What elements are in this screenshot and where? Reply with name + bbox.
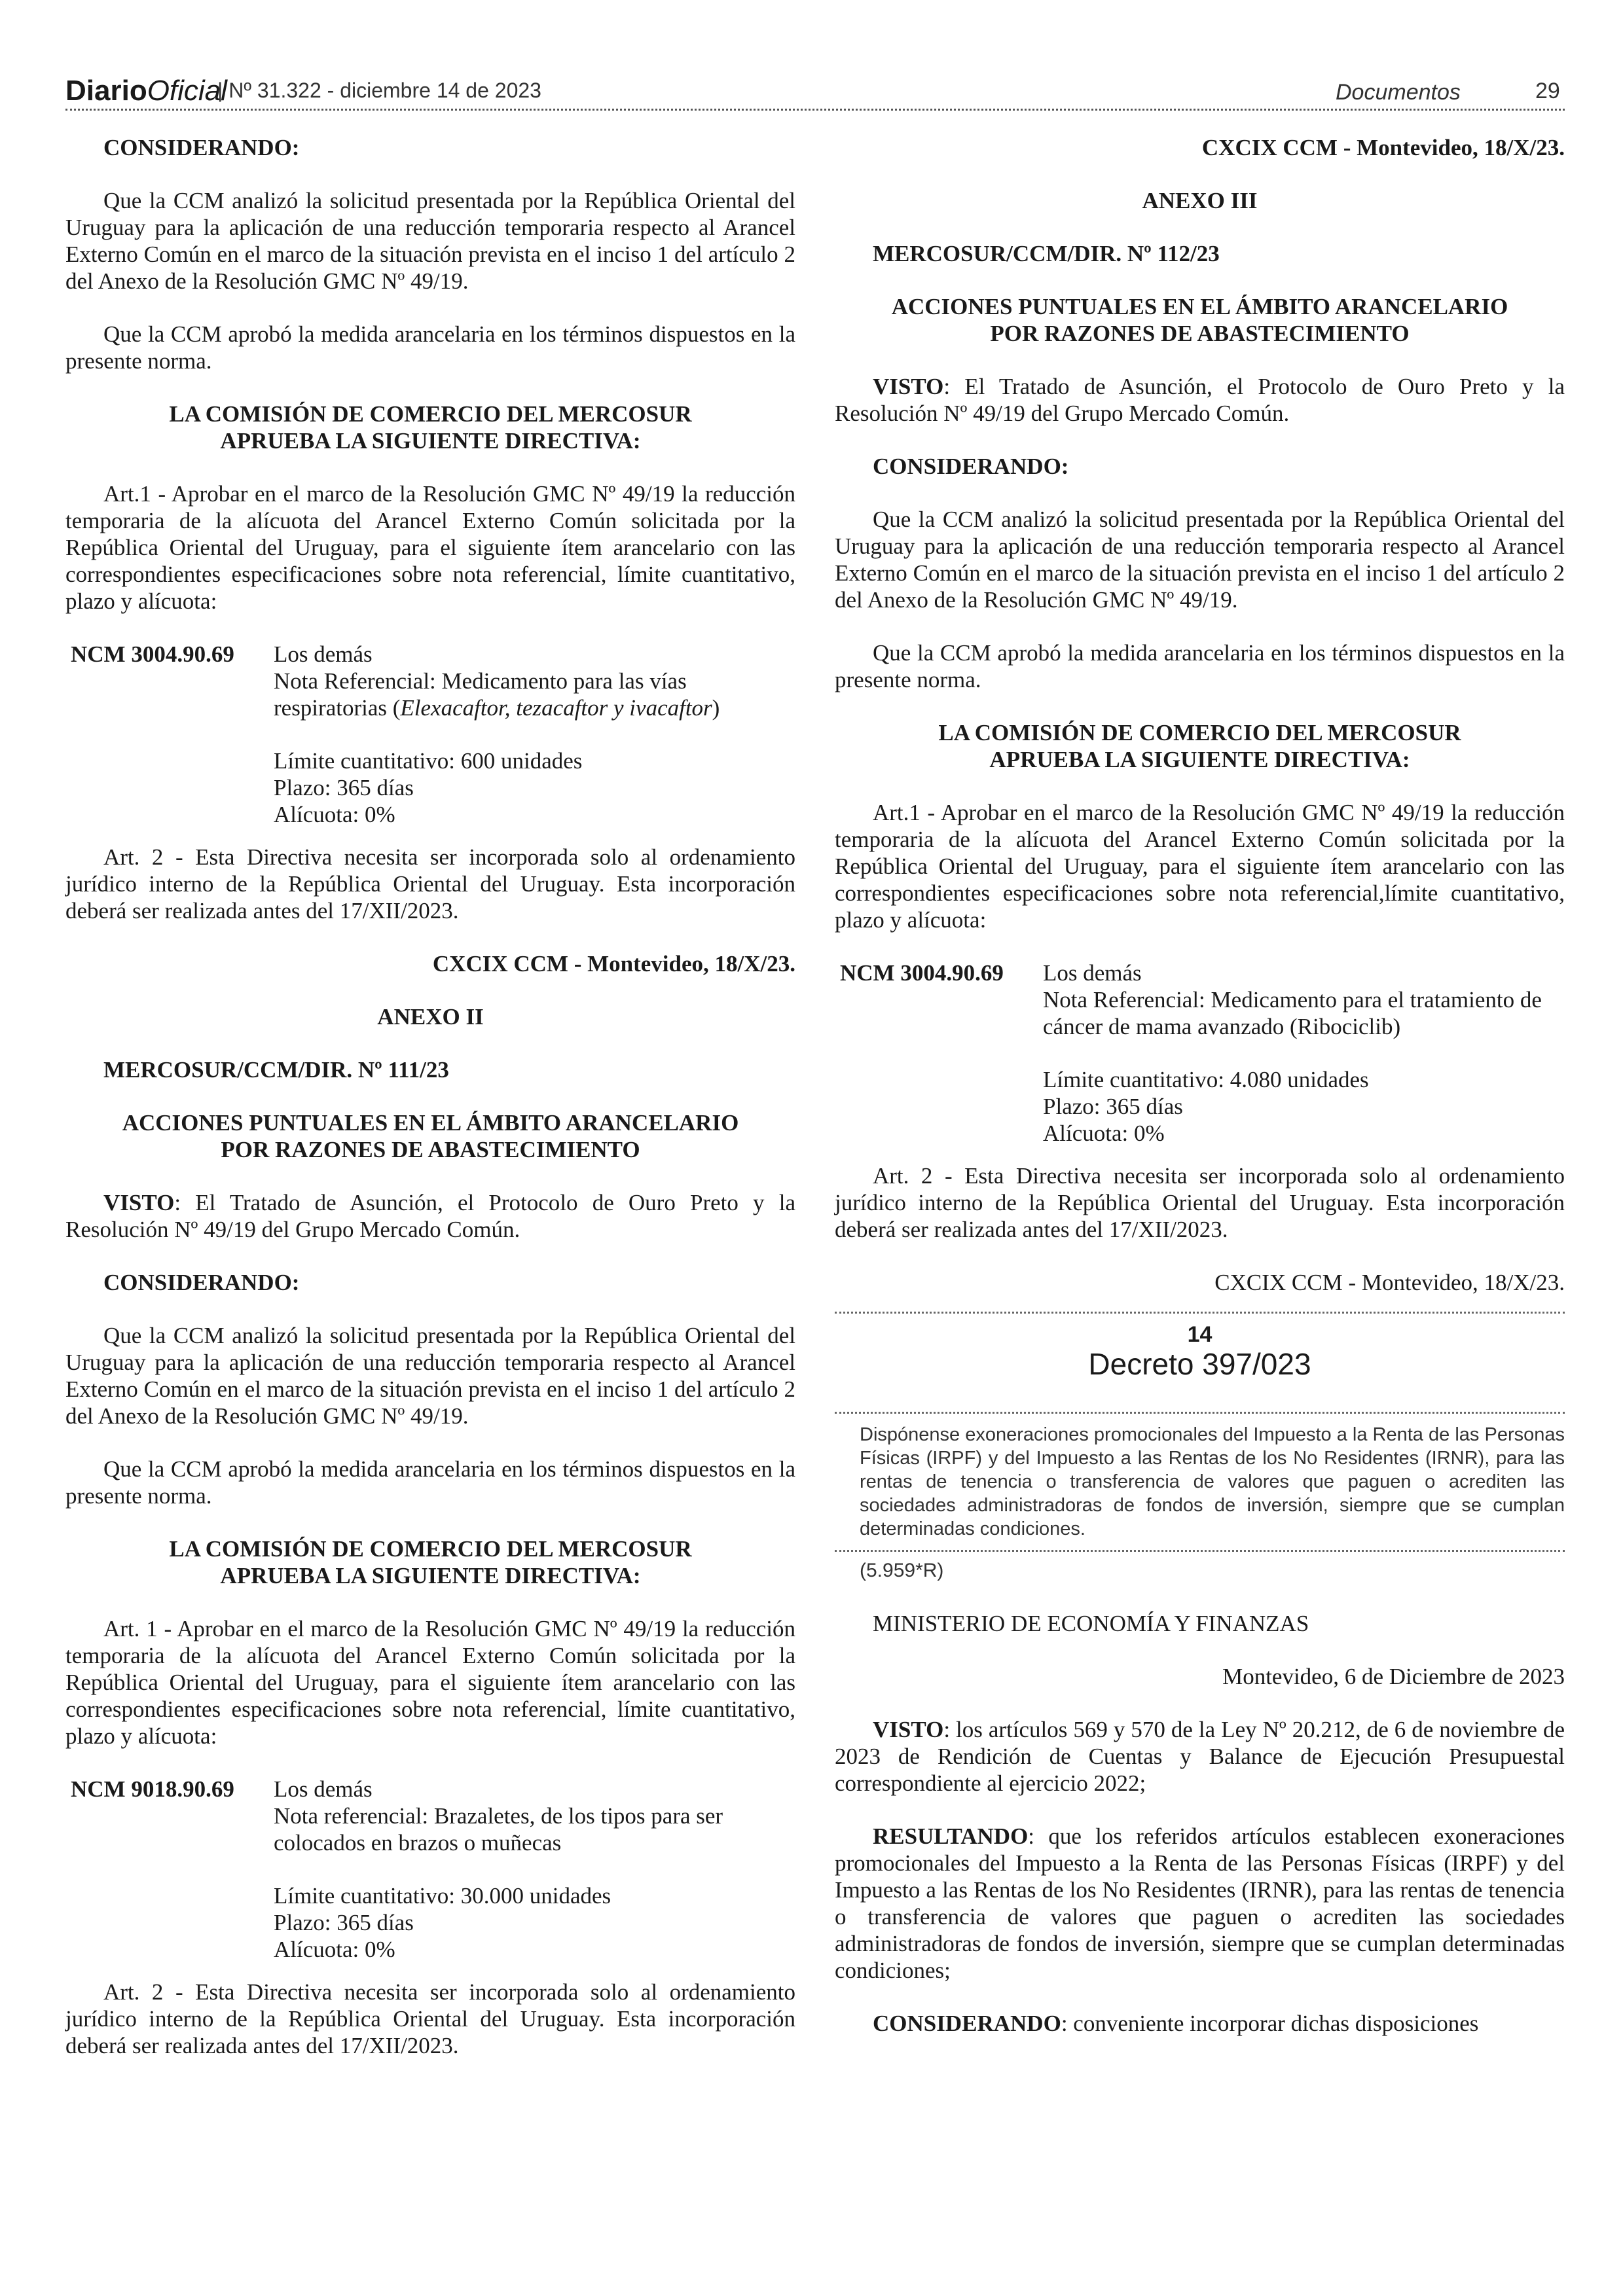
directive-heading-line1: LA COMISIÓN DE COMERCIO DEL MERCOSUR	[169, 1536, 692, 1562]
ncm-limit: Límite cuantitativo: 30.000 unidades	[274, 1883, 611, 1909]
ncm-note: Nota Referencial: Medicamento para las vías respiratorias (Elexacaftor, tezacaftor y ivacaftor)	[274, 668, 720, 721]
decree-title: Decreto 397/023	[1088, 1347, 1311, 1381]
ncm-code: NCM 3004.90.69	[840, 960, 1004, 986]
ncm-limit: Límite cuantitativo: 600 unidades	[274, 748, 583, 774]
ncm-rate: Alícuota: 0%	[274, 802, 395, 827]
considerando-paragraph: CONSIDERANDO: conveniente incorporar dichas disposiciones	[873, 2011, 1479, 2036]
article-1: Art.1 - Aprobar en el marco de la Resolución GMC Nº 49/19 la reducción temporaria de la alícuota del Arancel Externo Común solicitada por la República Oriental del Uruguay, para el siguiente ítem arancelario con las correspondientes especificaciones sobre nota referencial,límite cuantitativo, plazo y alícuota:	[835, 800, 1565, 933]
decree-summary: Dispónense exoneraciones promocionales del Impuesto a la Renta de las Personas Físicas (IRPF) y del Impuesto a las Rentas de los No Residentes (IRNR), para las rentas de tenencia o transferencia de valores que paguen o acrediten las sociedades administradoras de fondos de inversión, siempre que se cumplan determinadas condiciones.	[860, 1424, 1565, 1539]
summary-bottom-divider	[835, 1550, 1565, 1552]
directive-number: MERCOSUR/CCM/DIR. Nº 111/23	[103, 1057, 449, 1083]
paragraph: Que la CCM analizó la solicitud presentada por la República Oriental del Uruguay para la aplicación de una reducción temporaria respecto al Arancel Externo Común en el marco de la situación prevista en el inciso 1 del artículo 2 del Anexo de la Resolución GMC Nº 49/19.	[65, 1323, 795, 1429]
paragraph: Que la CCM aprobó la medida arancelaria en los términos dispuestos en la presente norma.	[835, 640, 1565, 692]
considerando-heading: CONSIDERANDO:	[103, 1270, 300, 1295]
publication-logo: DiarioOficial	[65, 75, 227, 107]
directive-heading-line1: LA COMISIÓN DE COMERCIO DEL MERCOSUR	[169, 401, 692, 427]
paragraph: Que la CCM analizó la solicitud presentada por la República Oriental del Uruguay para la aplicación de una reducción temporaria respecto al Arancel Externo Común en el marco de la situación prevista en el inciso 1 del artículo 2 del Anexo de la Resolución GMC Nº 49/19.	[835, 507, 1565, 613]
ncm-description: Los demás	[1043, 960, 1142, 986]
ncm-rate: Alícuota: 0%	[274, 1937, 395, 1962]
ncm-rate: Alícuota: 0%	[1043, 1121, 1165, 1146]
signoff: CXCIX CCM - Montevideo, 18/X/23.	[1201, 135, 1565, 160]
visto-paragraph: VISTO: El Tratado de Asunción, el Protocolo de Ouro Preto y la Resolución Nº 49/19 del Grupo Mercado Común.	[835, 374, 1565, 426]
visto-paragraph: VISTO: los artículos 569 y 570 de la Ley Nº 20.212, de 6 de noviembre de 2023 de Rendición de Cuentas y Balance de Ejecución Presupuestal correspondiente al ejercicio 2022;	[835, 1717, 1565, 1796]
directive-heading-line2: APRUEBA LA SIGUIENTE DIRECTIVA:	[220, 428, 641, 454]
ncm-details	[274, 1776, 795, 1963]
ministry-name: MINISTERIO DE ECONOMÍA Y FINANZAS	[873, 1611, 1309, 1636]
paragraph: Que la CCM aprobó la medida arancelaria en los términos dispuestos en la presente norma.	[65, 321, 795, 374]
directive-title-line1: ACCIONES PUNTUALES EN EL ÁMBITO ARANCELARIO	[891, 294, 1508, 319]
directive-title-line2: POR RAZONES DE ABASTECIMIENTO	[990, 321, 1410, 346]
section-divider	[835, 1312, 1565, 1314]
ncm-item	[65, 1776, 795, 1963]
ncm-details	[1043, 960, 1565, 1147]
directive-heading-line2: APRUEBA LA SIGUIENTE DIRECTIVA:	[989, 747, 1410, 772]
directive-heading-line1: LA COMISIÓN DE COMERCIO DEL MERCOSUR	[938, 720, 1461, 745]
ncm-term: Plazo: 365 días	[274, 1910, 414, 1935]
header-divider	[65, 109, 1565, 111]
annex-title: ANEXO II	[377, 1004, 484, 1030]
paragraph: Que la CCM analizó la solicitud presentada por la República Oriental del Uruguay para la aplicación de una reducción temporaria respecto al Arancel Externo Común en el marco de la situación prevista en el inciso 1 del artículo 2 del Anexo de la Resolución GMC Nº 49/19.	[65, 188, 795, 294]
right-column	[835, 134, 1565, 2037]
ncm-term: Plazo: 365 días	[1043, 1094, 1183, 1119]
annex-title: ANEXO III	[1142, 188, 1258, 213]
ncm-code: NCM 9018.90.69	[71, 1776, 234, 1802]
reference-code: (5.959*R)	[860, 1560, 944, 1581]
signoff: CXCIX CCM - Montevideo, 18/X/23.	[1214, 1270, 1565, 1295]
decree-date: Montevideo, 6 de Diciembre de 2023	[1222, 1664, 1565, 1689]
ncm-code: NCM 3004.90.69	[71, 641, 234, 667]
considerando-heading: CONSIDERANDO:	[103, 135, 300, 160]
directive-number: MERCOSUR/CCM/DIR. Nº 112/23	[873, 241, 1220, 266]
directive-heading-line2: APRUEBA LA SIGUIENTE DIRECTIVA:	[220, 1563, 641, 1588]
ncm-limit: Límite cuantitativo: 4.080 unidades	[1043, 1067, 1369, 1092]
ncm-term: Plazo: 365 días	[274, 775, 414, 800]
ncm-description: Los demás	[274, 1776, 373, 1802]
article-2: Art. 2 - Esta Directiva necesita ser incorporada solo al ordenamiento jurídico interno de la República Oriental del Uruguay. Esta incorporación deberá ser realizada antes del 17/XII/2023.	[835, 1163, 1565, 1242]
ncm-note: Nota Referencial: Medicamento para el tratamiento de cáncer de mama avanzado (Ribociclib)	[1043, 987, 1542, 1039]
visto-paragraph: VISTO: El Tratado de Asunción, el Protocolo de Ouro Preto y la Resolución Nº 49/19 del Grupo Mercado Común.	[65, 1190, 795, 1242]
ncm-note: Nota referencial: Brazaletes, de los tipos para ser colocados en brazos o muñecas	[274, 1803, 723, 1856]
section-name: Documentos	[1336, 80, 1461, 105]
article-2: Art. 2 - Esta Directiva necesita ser incorporada solo al ordenamiento jurídico interno de la República Oriental del Uruguay. Esta incorporación deberá ser realizada antes del 17/XII/2023.	[65, 844, 795, 924]
decree-number: 14	[1187, 1322, 1213, 1347]
considerando-heading: CONSIDERANDO:	[873, 454, 1069, 479]
paragraph: Que la CCM aprobó la medida arancelaria en los términos dispuestos en la presente norma.	[65, 1456, 795, 1509]
ncm-description: Los demás	[274, 641, 373, 667]
ncm-item	[65, 641, 795, 828]
signoff: CXCIX CCM - Montevideo, 18/X/23.	[432, 951, 795, 977]
resultando-paragraph: RESULTANDO: que los referidos artículos establecen exoneraciones promocionales del Impuesto a la Renta de las Personas Físicas (IRPF) y del Impuesto a las Rentas de los No Residentes (IRNR), para las rentas de tenencia o transferencia de valores que paguen o acrediten las sociedades administradoras de fondos de inversión, siempre que se cumplan determinadas condiciones;	[835, 1823, 1565, 1983]
article-1: Art. 1 - Aprobar en el marco de la Resolución GMC Nº 49/19 la reducción temporaria de la alícuota del Arancel Externo Común solicitada por la República Oriental del Uruguay, para el siguiente ítem arancelario con las correspondientes especificaciones sobre nota referencial, límite cuantitativo, plazo y alícuota:	[65, 1616, 795, 1749]
directive-title-line2: POR RAZONES DE ABASTECIMIENTO	[221, 1137, 640, 1162]
ncm-details	[274, 641, 795, 828]
article-1: Art.1 - Aprobar en el marco de la Resolución GMC Nº 49/19 la reducción temporaria de la alícuota del Arancel Externo Común solicitada por la República Oriental del Uruguay, para el siguiente ítem arancelario con las correspondientes especificaciones sobre nota referencial, límite cuantitativo, plazo y alícuota:	[65, 481, 795, 614]
page-number: 29	[1535, 79, 1560, 103]
issue-info: | Nº 31.322 - diciembre 14 de 2023	[217, 79, 541, 102]
directive-title-line1: ACCIONES PUNTUALES EN EL ÁMBITO ARANCELARIO	[122, 1110, 739, 1136]
left-column	[65, 134, 795, 2059]
ncm-item	[835, 960, 1565, 1147]
article-2: Art. 2 - Esta Directiva necesita ser incorporada solo al ordenamiento jurídico interno de la República Oriental del Uruguay. Esta incorporación deberá ser realizada antes del 17/XII/2023.	[65, 1979, 795, 2058]
